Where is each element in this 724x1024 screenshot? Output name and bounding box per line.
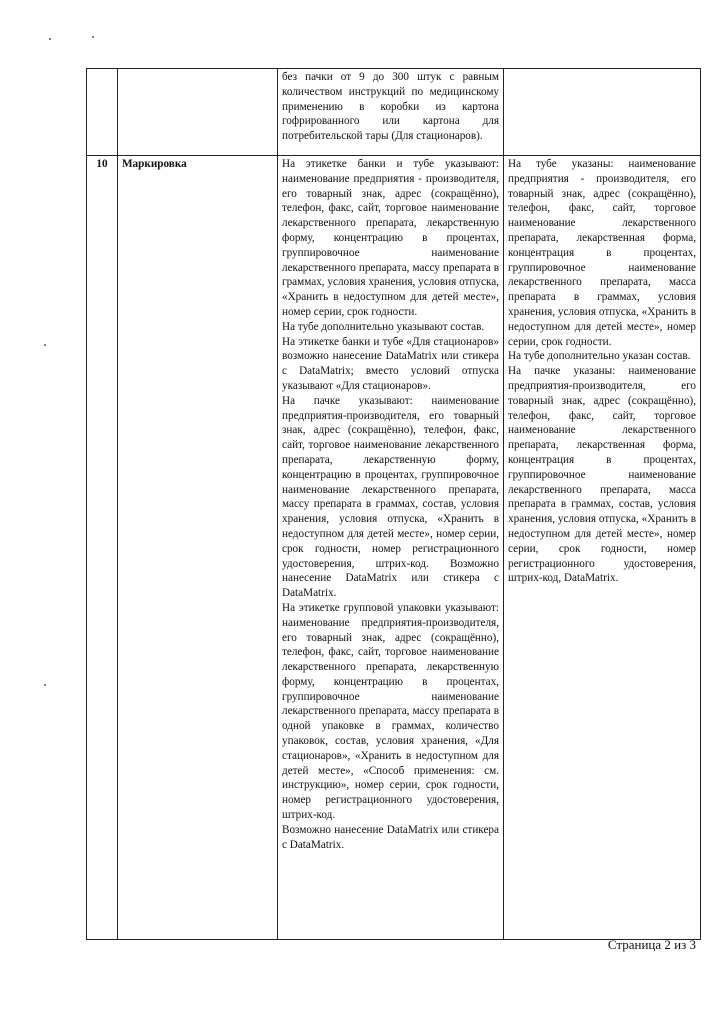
marking-requirements-cell xyxy=(278,156,504,940)
scan-speck xyxy=(92,36,94,38)
marking-paragraph: На этикетке банки и тубе «Для стационаров» возможно нанесение DataMatrix или стикера с DataMatrix; вместо условий отпуска указывают «Для стационаров». xyxy=(282,335,499,392)
marking-paragraph: На пачке указывают: наименование предприятия-производителя, его товарный знак, адрес (сокращённо), телефон, факс, сайт, торговое наименование лекарственного препарата, лекарственную форму, концентрацию в процентах, группировочное наименование лекарственного препарата, массу препарата в граммах, состав, условия хранения, условия отпуска, «Хранить в недоступном для детей месте», номер серии, срок годности, номер регистрационного удостоверения, штрих-код. Возможно нанесение DataMatrix или стикера с DataMatrix. xyxy=(282,394,499,600)
table-row-marking xyxy=(87,156,701,940)
row-name-cell xyxy=(118,69,278,156)
packaging-actual-cell xyxy=(504,69,701,156)
marking-paragraph: На тубе дополнительно указывают состав. xyxy=(282,320,485,333)
marking-actual-paragraph: На пачке указаны: наименование предприятия-производителя, его товарный знак, адрес (сокращённо), телефон, факс, сайт, торговое наименование лекарственного препарата, лекарственная форма, концентрация в процентах, группировочное наименование лекарственного препарата, масса препарата в граммах, состав, условия хранения, условия отпуска, «Хранить в недоступном для детей месте», номер серии, срок годности, номер регистрационного удостоверения, штрих-код, DataMatrix. xyxy=(508,365,696,585)
row-number: 10 xyxy=(87,156,118,940)
packaging-text: без пачки от 9 до 300 штук с равным количеством инструкций по медицинскому применению в коробки из картона гофрированного или картона для потребительской тары (Для стационаров). xyxy=(282,71,499,143)
marking-paragraph: На этикетке банки и тубе указывают: наименование предприятия - производителя, его товарный знак, адрес (сокращённо), телефон, факс, сайт, торговое наименование лекарственного препарата, лекарственную форму, концентрацию в процентах, группировочное наименование лекарственного препарата, массу препарата в граммах, условия хранения, условия отпуска, «Хранить в недоступном для детей месте», номер серии, срок годности. xyxy=(282,158,500,318)
scan-speck xyxy=(49,38,51,40)
marking-actual-cell xyxy=(504,156,701,940)
row-number-cell xyxy=(87,69,118,156)
row-name: Маркировка xyxy=(118,156,278,940)
marking-paragraph: На этикетке групповой упаковки указывают: наименование предприятия-производителя, его товарный знак, адрес (сокращённо), телефон, факс, сайт, торговое наименование лекарственного препарата, лекарственную форму, концентрацию в процентах, группировочное наименование лекарственного препарата, массу препарата в одной упаковке в граммах, количество упаковок, состав, условия хранения, «Для стационаров», «Хранить в недоступном для детей месте», «Способ применения: см. инструкцию», номер серии, срок годности, номер регистрационного удостоверения, штрих-код. xyxy=(282,601,499,822)
marking-paragraph: Возможно нанесение DataMatrix или стикера с DataMatrix. xyxy=(282,823,499,851)
packaging-description-cell xyxy=(278,69,504,156)
page-number: Страница 2 из 3 xyxy=(607,937,696,952)
scan-speck xyxy=(44,344,46,346)
scan-speck xyxy=(44,684,46,686)
specification-table xyxy=(86,68,701,940)
table-row-previous xyxy=(87,69,701,156)
marking-actual-paragraph: На тубе дополнительно указан состав. xyxy=(508,350,691,363)
marking-actual-paragraph: На тубе указаны: наименование предприятия - производителя, его товарный знак, адрес (сокращённо), телефон, факс, сайт, торговое наименование лекарственного препарата, лекарственная форма, концентрация в процентах, группировочное наименование лекарственного препарата, масса препарата в граммах, условия хранения, условия отпуска, «Хранить в недоступном для детей месте», номер серии, срок годности. xyxy=(508,158,696,348)
